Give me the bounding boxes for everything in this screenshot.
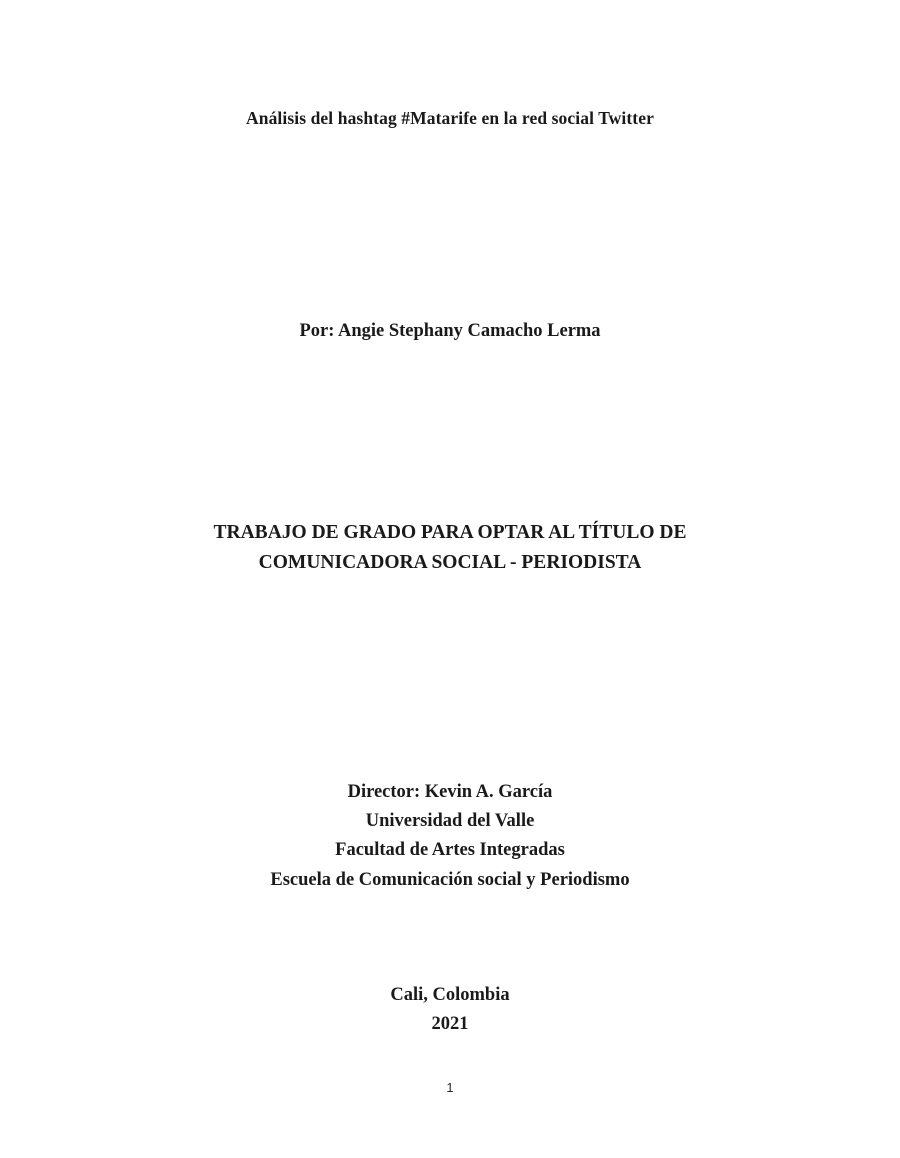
faculty-line: Facultad de Artes Integradas [335, 840, 565, 861]
document-institution [0, 778, 900, 895]
school-line: Escuela de Comunicación social y Periodismo [270, 869, 630, 890]
page-number-value: 1 [446, 1080, 454, 1095]
document-title [0, 106, 900, 131]
university-line: Universidad del Valle [365, 811, 535, 832]
title-line: Análisis del hashtag #Matarife en la red social Twitter [246, 108, 654, 128]
document-degree-statement [0, 518, 900, 578]
page-number [0, 1080, 900, 1095]
director-line: Director: Kevin A. García [347, 782, 553, 802]
place-line: Cali, Colombia [390, 985, 510, 1005]
degree-line-2: COMUNICADORA SOCIAL - PERIODISTA [258, 552, 642, 574]
degree-line-1: TRABAJO DE GRADO PARA OPTAR AL TÍTULO DE [213, 522, 687, 543]
author-line: Por: Angie Stephany Camacho Lerma [299, 321, 601, 341]
year-line: 2021 [431, 1013, 469, 1034]
document-place-and-year [0, 981, 900, 1038]
document-author [0, 318, 900, 345]
